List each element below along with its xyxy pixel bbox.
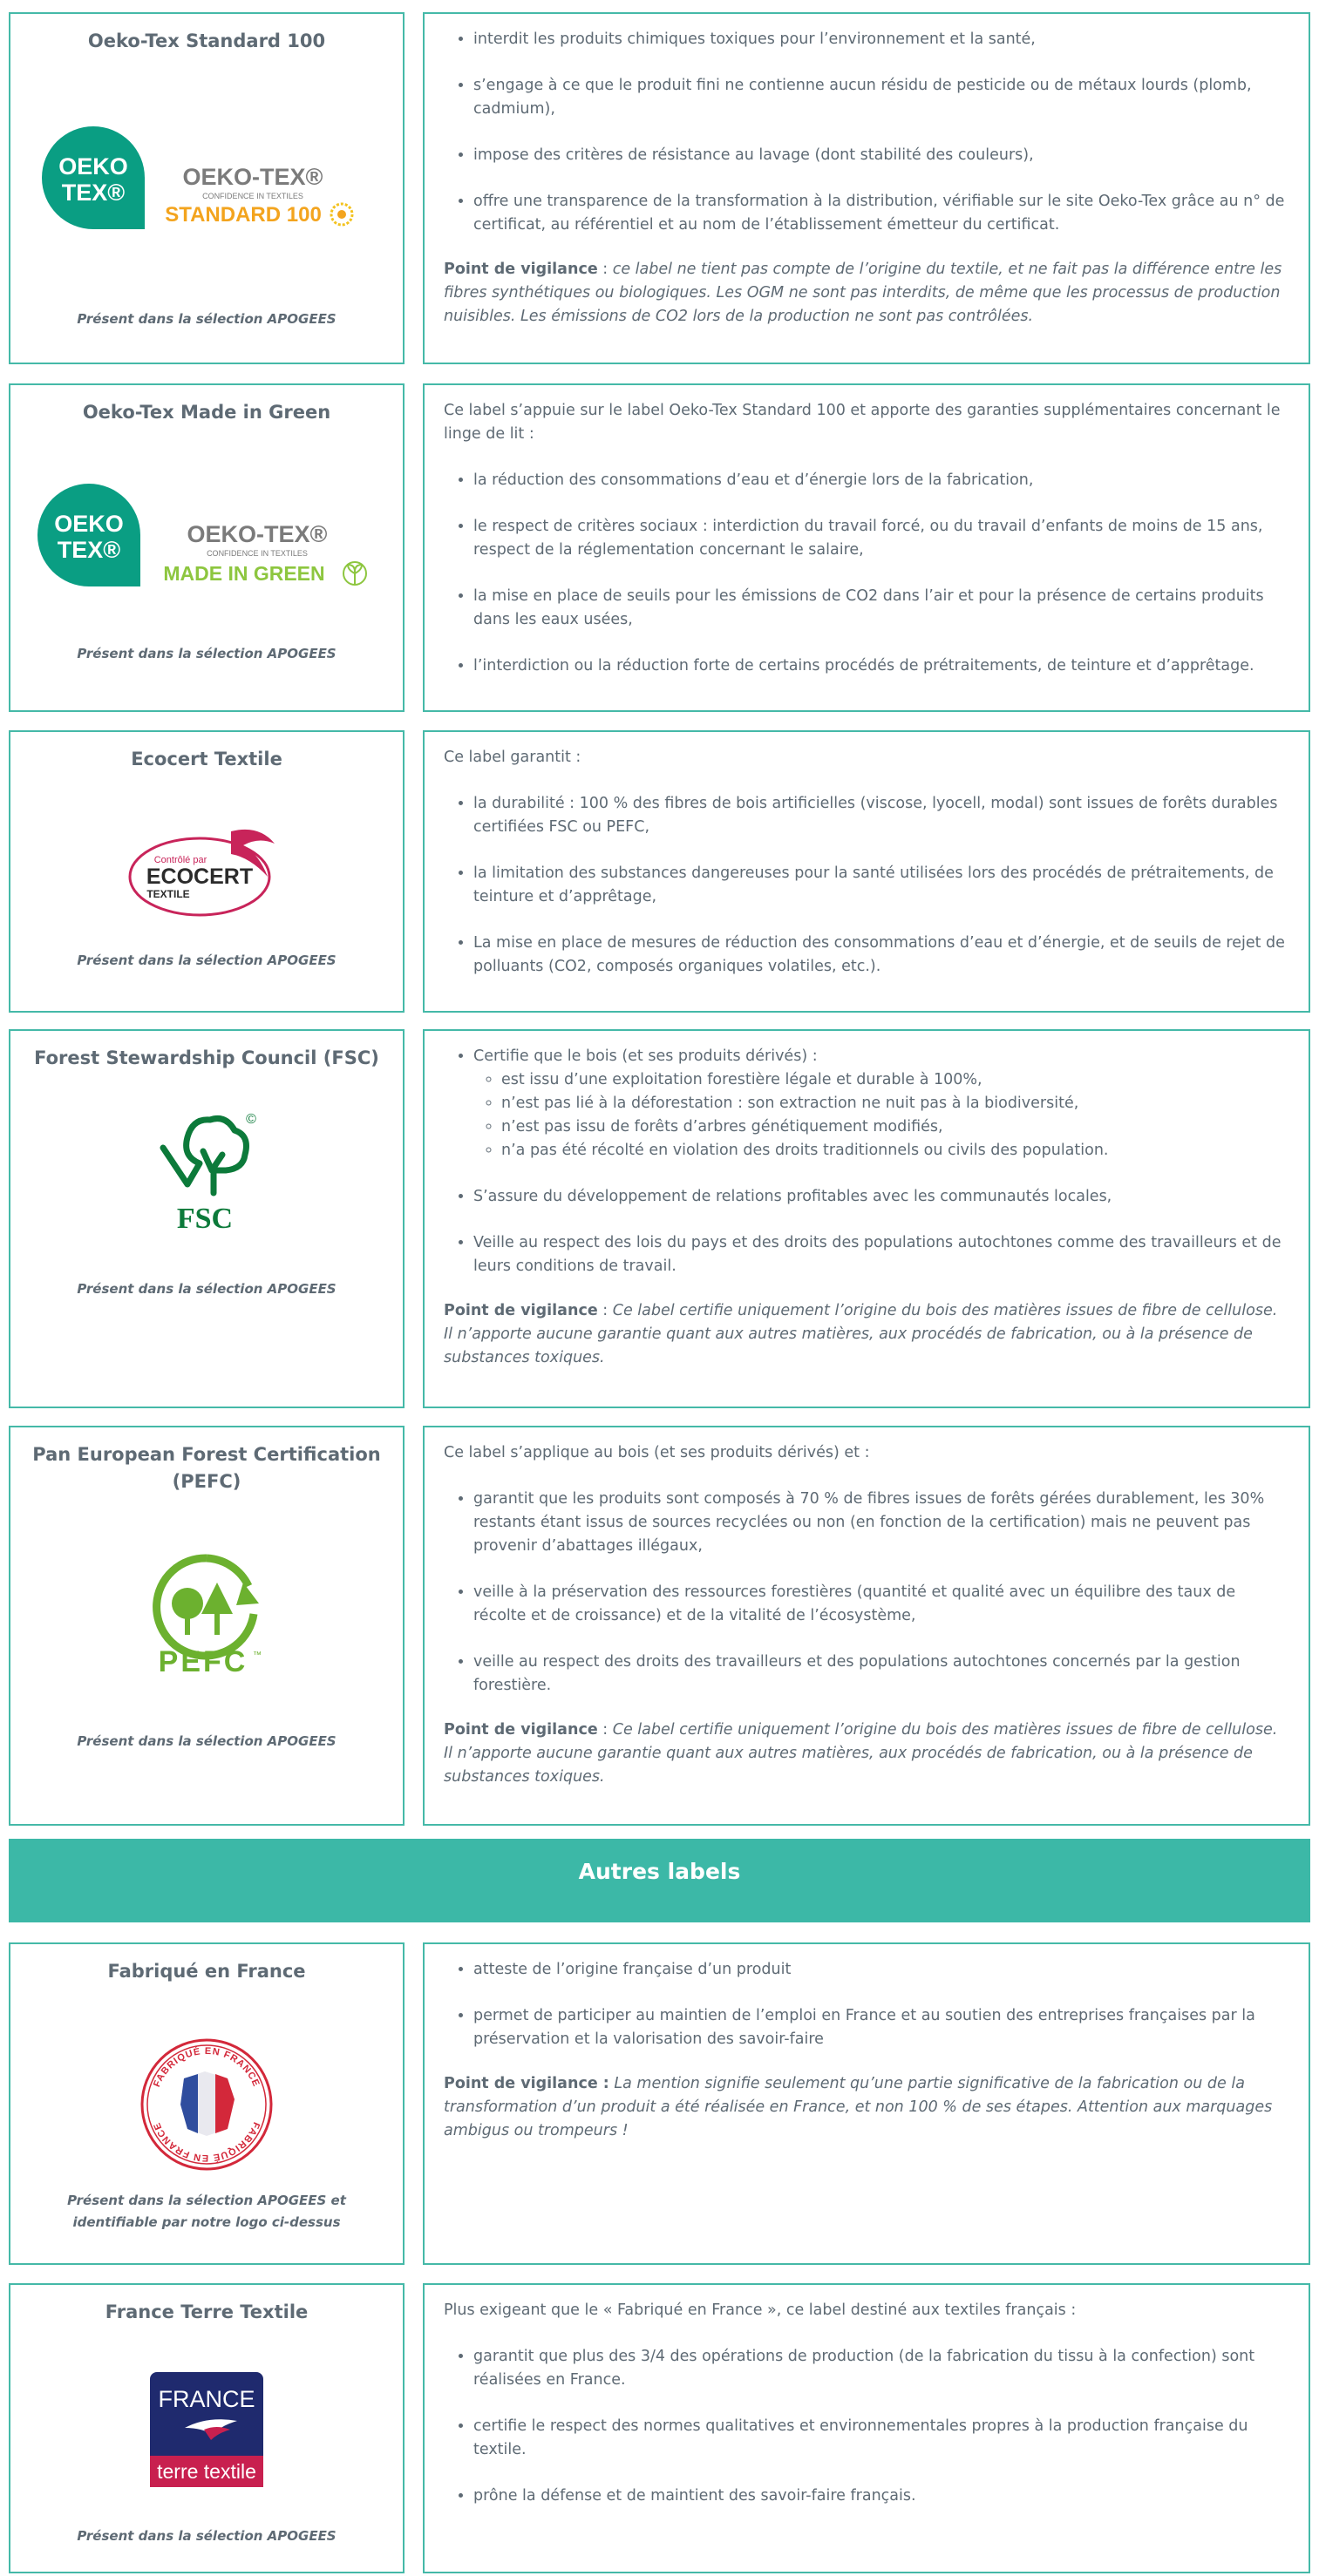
label-intro: Ce label garantit : <box>444 749 581 766</box>
sub-list-item: ◦ n’est pas lié à la déforestation : son extraction ne nuit pas à la biodiversité, <box>501 1092 1289 1115</box>
svg-text:FABRIQUÉ EN FRANCE: FABRIQUÉ EN FRANCE <box>151 2120 262 2164</box>
oeko-tex-made-in-green-logo <box>10 483 403 596</box>
label-row-france-terre-textile <box>9 2283 1310 2573</box>
label-row-oeko-tex-made-in-green <box>9 383 1310 712</box>
criteria-list <box>444 792 1289 979</box>
vigilance-label: Point de vigilance <box>444 1721 598 1739</box>
svg-text:FSC: FSC <box>176 1203 234 1235</box>
criteria-list <box>444 1488 1289 1698</box>
list-item: • certifie le respect des normes qualitatives et environnementales propres à la production française du textile. <box>473 2415 1289 2462</box>
list-item: • garantit que plus des 3/4 des opérations de production (de la fabrication du tissu à la confection) sont réalisées en France. <box>473 2345 1289 2392</box>
label-card <box>9 12 405 364</box>
svg-text:PEFC: PEFC <box>158 1645 248 1678</box>
svg-text:ECOCERT: ECOCERT <box>146 864 254 889</box>
vigilance-text: Ce label certifie uniquement l’origine du bois des matières issues de fibre de cellulose. Il n’apporte aucune garantie quant aux autres matières, aux procédés de fabrication, ou à la présence de substances toxiques. <box>444 1302 1278 1366</box>
vigilance-note: Point de vigilance : Ce label certifie uniquement l’origine du bois des matières issues de fibre de cellulose. Il n’apporte aucune garantie quant aux autres matières, aux procédés de fabrication, ou à la présence de substances toxiques. <box>444 1302 1278 1366</box>
label-title: France Terre Textile <box>105 2301 309 2322</box>
list-item: • prône la défense et de maintient des savoir-faire français. <box>473 2484 1289 2508</box>
label-description <box>423 1942 1310 2265</box>
label-title: Oeko-Tex Made in Green <box>82 402 331 423</box>
label-card <box>9 1942 405 2265</box>
criteria-list <box>444 469 1289 678</box>
vigilance-text: ce label ne tient pas compte de l’origine du textile, et ne fait pas la différence entre les fibres synthétiques ou biologiques. Les OGM ne sont pas interdits, de même que les processus de production nuisibles. Les émissions de CO2 lors de la production ne sont pas contrôlées. <box>444 261 1282 325</box>
list-item: • Veille au respect des lois du pays et des droits des populations autochtones comme des travailleurs et de leurs conditions de travail. <box>473 1231 1289 1278</box>
sub-criteria-list <box>473 1068 1289 1163</box>
list-item-head: Certifie que le bois (et ses produits dérivés) : <box>473 1047 818 1065</box>
list-item: • interdit les produits chimiques toxiques pour l’environnement et la santé, <box>473 28 1289 51</box>
label-intro: Ce label s’applique au bois (et ses produits dérivés) et : <box>444 1444 870 1461</box>
label-intro: Ce label s’appuie sur le label Oeko-Tex Standard 100 et apporte des garanties supplémentaires concernant le linge de lit : <box>444 402 1281 443</box>
label-row-fabrique-en-france <box>9 1942 1310 2265</box>
svg-text:CONFIDENCE IN TEXTILES: CONFIDENCE IN TEXTILES <box>207 549 308 558</box>
svg-text:terre textile: terre textile <box>157 2460 256 2483</box>
vigilance-text: Ce label certifie uniquement l’origine du bois des matières issues de fibre de cellulose. Il n’apporte aucune garantie quant aux autres matières, aux procédés de fabrication, ou à la présence de substances toxiques. <box>444 1721 1278 1786</box>
label-title: Fabriqué en France <box>107 1961 306 1982</box>
list-item: • permet de participer au maintien de l’emploi en France et au soutien des entreprises françaises par la préservation et la valorisation des savoir-faire <box>473 2004 1289 2051</box>
vigilance-text: La mention signifie seulement qu’une partie significative de la fabrication ou de la transformation d’un produit a été réalisée en France, et non 100 % de ses étapes. Attention aux marquages ambigus ou trompeurs ! <box>444 2075 1273 2139</box>
list-item: • atteste de l’origine française d’un produit <box>473 1958 1289 1982</box>
label-description <box>423 1029 1310 1408</box>
label-row-ecocert-textile <box>9 730 1310 1013</box>
label-row-fsc <box>9 1029 1310 1408</box>
list-item: • offre une transparence de la transformation à la distribution, vérifiable sur le site Oeko-Tex grâce au n° de certificat, au référentiel et au nom de l’établissement émetteur du certificat. <box>473 190 1289 237</box>
list-item: • impose des critères de résistance au lavage (dont stabilité des couleurs), <box>473 144 1289 167</box>
label-description <box>423 12 1310 364</box>
list-item: • S’assure du développement de relations profitables avec les communautés locales, <box>473 1185 1289 1209</box>
label-description <box>423 1426 1310 1826</box>
selection-note: Présent dans la sélection APOGEES <box>77 952 337 968</box>
svg-text:FRANCE: FRANCE <box>158 2386 255 2412</box>
label-title: Oeko-Tex Standard 100 <box>87 31 326 51</box>
criteria-list <box>444 28 1289 237</box>
list-item: • la durabilité : 100 % des fibres de bois artificielles (viscose, lyocell, modal) sont issues de forêts durables certifiées FSC ou PEFC, <box>473 792 1289 839</box>
label-description <box>423 730 1310 1013</box>
selection-note: Présent dans la sélection APOGEES <box>77 1281 337 1297</box>
label-row-oeko-tex-standard-100 <box>9 12 1310 364</box>
selection-note: Présent dans la sélection APOGEES <box>77 311 337 327</box>
label-description <box>423 383 1310 712</box>
svg-text:OEKO: OEKO <box>58 153 128 180</box>
svg-text:STANDARD 100: STANDARD 100 <box>165 203 322 227</box>
svg-text:Contrôlé par: Contrôlé par <box>153 855 207 865</box>
list-item: • la limitation des substances dangereuses pour la santé utilisées lors des procédés de prétraitements, de teinture et d’apprêtage, <box>473 862 1289 909</box>
label-card <box>9 2283 405 2573</box>
svg-text:MADE IN GREEN: MADE IN GREEN <box>163 562 325 585</box>
svg-text:OEKO: OEKO <box>54 511 124 537</box>
list-item: • la mise en place de seuils pour les émissions de CO2 dans l’air et pour la présence de certains produits dans les eaux usées, <box>473 585 1289 632</box>
list-item: • s’engage à ce que le produit fini ne contienne aucun résidu de pesticide ou de métaux lourds (plomb, cadmium), <box>473 74 1289 121</box>
list-item: • la réduction des consommations d’eau et d’énergie lors de la fabrication, <box>473 469 1289 492</box>
selection-note: Présent dans la sélection APOGEES <box>77 1733 337 1749</box>
vigilance-label: Point de vigilance <box>444 261 598 278</box>
pefc-logo <box>10 1551 403 1678</box>
criteria-list <box>444 1045 1289 1278</box>
svg-text:OEKO-TEX®: OEKO-TEX® <box>187 521 328 547</box>
selection-note: Présent dans la sélection APOGEES <box>77 2528 337 2544</box>
vigilance-label: Point de vigilance <box>444 1302 598 1319</box>
label-title: Forest Stewardship Council (FSC) <box>34 1047 379 1068</box>
fsc-logo <box>10 1106 403 1237</box>
ecocert-logo <box>10 819 403 924</box>
sub-list-item: ◦ n’est pas issu de forêts d’arbres génétiquement modifiés, <box>501 1115 1289 1139</box>
list-item: • l’interdiction ou la réduction forte de certains procédés de prétraitements, de teinture et d’apprêtage. <box>473 654 1289 678</box>
label-card <box>9 730 405 1013</box>
label-title: Ecocert Textile <box>131 749 282 769</box>
label-intro: Plus exigeant que le « Fabriqué en France », ce label destiné aux textiles français : <box>444 2301 1077 2319</box>
vigilance-note: Point de vigilance : ce label ne tient pas compte de l’origine du textile, et ne fait pas la différence entre les fibres synthétiques ou biologiques. Les OGM ne sont pas interdits, de même que les processus de production nuisibles. Les émissions de CO2 lors de la production ne sont pas contrôlées. <box>444 261 1282 325</box>
section-banner: Autres labels <box>9 1839 1310 1922</box>
svg-text:OEKO-TEX®: OEKO-TEX® <box>182 164 323 190</box>
oeko-tex-standard-logo <box>10 125 403 239</box>
criteria-list <box>444 1958 1289 2051</box>
label-card <box>9 383 405 712</box>
list-item: • La mise en place de mesures de réduction des consommations d’eau et d’énergie, et de seuils de rejet de polluants (CO2, composés organiques volatiles, etc.). <box>473 932 1289 979</box>
svg-text:TEX®: TEX® <box>61 180 126 206</box>
svg-text:FABRIQUÉ EN FRANCE: FABRIQUÉ EN FRANCE <box>151 2045 262 2089</box>
vigilance-note: Point de vigilance : Ce label certifie uniquement l’origine du bois des matières issues de fibre de cellulose. Il n’apporte aucune garantie quant aux autres matières, aux procédés de fabrication, ou à la présence de substances toxiques. <box>444 1721 1278 1786</box>
label-title: Pan European Forest Certification (PEFC) <box>32 1444 381 1492</box>
fabrique-en-france-logo <box>10 2035 403 2174</box>
selection-note: Présent dans la sélection APOGEES <box>77 646 337 661</box>
selection-note: Présent dans la sélection APOGEES et identifiable par notre logo ci-dessus <box>67 2193 346 2230</box>
svg-text:TEXTILE: TEXTILE <box>146 888 190 900</box>
vigilance-label: Point de vigilance : <box>444 2075 609 2092</box>
france-terre-textile-logo <box>10 2372 403 2487</box>
criteria-list <box>444 2345 1289 2508</box>
list-item: • le respect de critères sociaux : interdiction du travail forcé, ou du travail d’enfants de moins de 15 ans, respect de la réglementation concernant le salaire, <box>473 515 1289 562</box>
list-item <box>473 1045 1289 1163</box>
svg-text:©: © <box>246 1112 256 1127</box>
svg-text:TEX®: TEX® <box>57 537 121 563</box>
label-card <box>9 1029 405 1408</box>
list-item: • veille au respect des droits des travailleurs et des populations autochtones concernés par la gestion forestière. <box>473 1651 1289 1698</box>
vigilance-note <box>444 2072 1289 2143</box>
list-item: • veille à la préservation des ressources forestières (quantité et qualité avec un équilibre des taux de récolte et de croissance) et de la vitalité de l’écosystème, <box>473 1581 1289 1628</box>
list-item: • garantit que les produits sont composés à 70 % de fibres issues de forêts gérées durablement, les 30% restants étant issus de sources recyclées ou non (en fonction de la certification) mais ne peuvent pas provenir d’abattages illégaux, <box>473 1488 1289 1558</box>
sub-list-item: ◦ est issu d’une exploitation forestière légale et durable à 100%, <box>501 1068 1289 1092</box>
svg-text:™: ™ <box>253 1651 262 1660</box>
label-row-pefc <box>9 1426 1310 1826</box>
svg-text:CONFIDENCE IN TEXTILES: CONFIDENCE IN TEXTILES <box>202 192 303 200</box>
label-description <box>423 2283 1310 2573</box>
label-card <box>9 1426 405 1826</box>
sub-list-item: ◦ n’a pas été récolté en violation des droits traditionnels ou civils des population. <box>501 1139 1289 1163</box>
